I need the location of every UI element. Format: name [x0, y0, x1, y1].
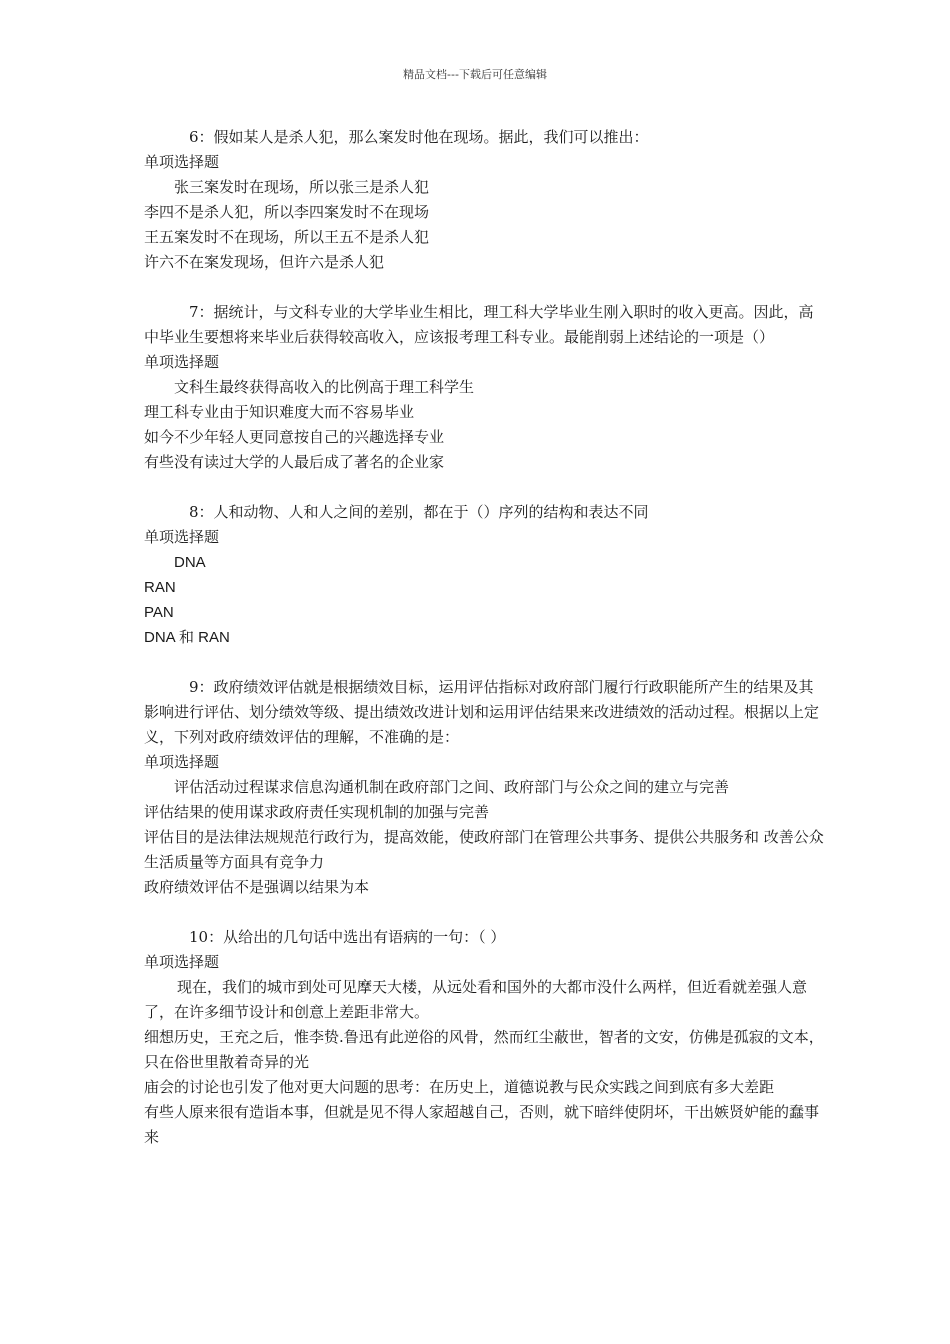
question-stem: 10：从给出的几句话中选出有语病的一句：（ ）: [189, 928, 506, 946]
option-d: 有些没有读过大学的人最后成了著名的企业家: [144, 453, 445, 471]
question-stem: 7：据统计，与文科专业的大学毕业生相比，理工科大学毕业生刚入职时的收入更高。因此，高中毕业生要想将来毕业后获得较高收入，应该报考理工科专业。最能削弱上述结论的一项是（）: [144, 303, 814, 346]
option-b: RAN: [144, 579, 176, 596]
option-d: 政府绩效评估不是强调以结果为本: [144, 878, 370, 896]
option-a: 张三案发时在现场，所以张三是杀人犯: [174, 178, 430, 196]
question-9: [144, 675, 824, 900]
question-6: [144, 125, 824, 275]
question-stem: 8：人和动物、人和人之间的差别，都在于（）序列的结构和表达不同: [189, 503, 649, 521]
question-7: [144, 300, 824, 475]
option-b: 细想历史，王充之后，惟李贽.鲁迅有此逆俗的风骨，然而红尘蔽世，智者的文安，仿佛是孤寂的文本，只在俗世里散着奇异的光: [144, 1028, 824, 1071]
question-type-label: 单项选择题: [144, 953, 220, 971]
option-c: PAN: [144, 604, 174, 621]
document-body: [144, 125, 824, 1175]
question-10: [144, 925, 824, 1150]
option-c: 庙会的讨论也引发了他对更大问题的思考：在历史上，道德说教与民众实践之间到底有多大差距: [144, 1078, 775, 1096]
option-c: 王五案发时不在现场，所以王五不是杀人犯: [144, 228, 430, 246]
option-a: 文科生最终获得高收入的比例高于理工科学生: [174, 378, 475, 396]
option-b: 理工科专业由于知识难度大而不容易毕业: [144, 403, 415, 421]
question-type-label: 单项选择题: [144, 753, 220, 771]
option-d: 有些人原来很有造诣本事，但就是见不得人家超越自己，否则，就下暗绊使阴坏，干出嫉贤妒能的蠢事来: [144, 1103, 820, 1146]
option-a: 评估活动过程谋求信息沟通机制在政府部门之间、政府部门与公众之间的建立与完善: [174, 778, 730, 796]
question-stem: 9：政府绩效评估就是根据绩效目标，运用评估指标对政府部门履行行政职能所产生的结果及其影响进行评估、划分绩效等级、提出绩效改进计划和运用评估结果来改进绩效的活动过程。根据以上定义，下列对政府绩效评估的理解，不准确的是：: [144, 678, 820, 746]
option-d: 许六不在案发现场，但许六是杀人犯: [144, 253, 385, 271]
option-d: DNA 和 RAN: [144, 629, 230, 646]
question-type-label: 单项选择题: [144, 353, 220, 371]
option-b: 李四不是杀人犯，所以李四案发时不在现场: [144, 203, 430, 221]
option-b: 评估结果的使用谋求政府责任实现机制的加强与完善: [144, 803, 490, 821]
option-a: DNA: [174, 554, 206, 571]
option-a: 现在，我们的城市到处可见摩天大楼，从远处看和国外的大都市没什么两样，但近看就差强人意了，在许多细节设计和创意上差距非常大。: [144, 978, 808, 1021]
page-header: 精品文档---下载后可任意编辑: [403, 68, 547, 81]
option-c: 评估目的是法律法规规范行政行为，提高效能，使政府部门在管理公共事务、提供公共服务和 改善公众生活质量等方面具有竞争力: [144, 828, 824, 871]
option-c: 如今不少年轻人更同意按自己的兴趣选择专业: [144, 428, 445, 446]
question-type-label: 单项选择题: [144, 153, 220, 171]
question-stem: 6：假如某人是杀人犯，那么案发时他在现场。据此，我们可以推出：: [189, 128, 649, 146]
question-type-label: 单项选择题: [144, 528, 220, 546]
question-8: [144, 500, 824, 650]
